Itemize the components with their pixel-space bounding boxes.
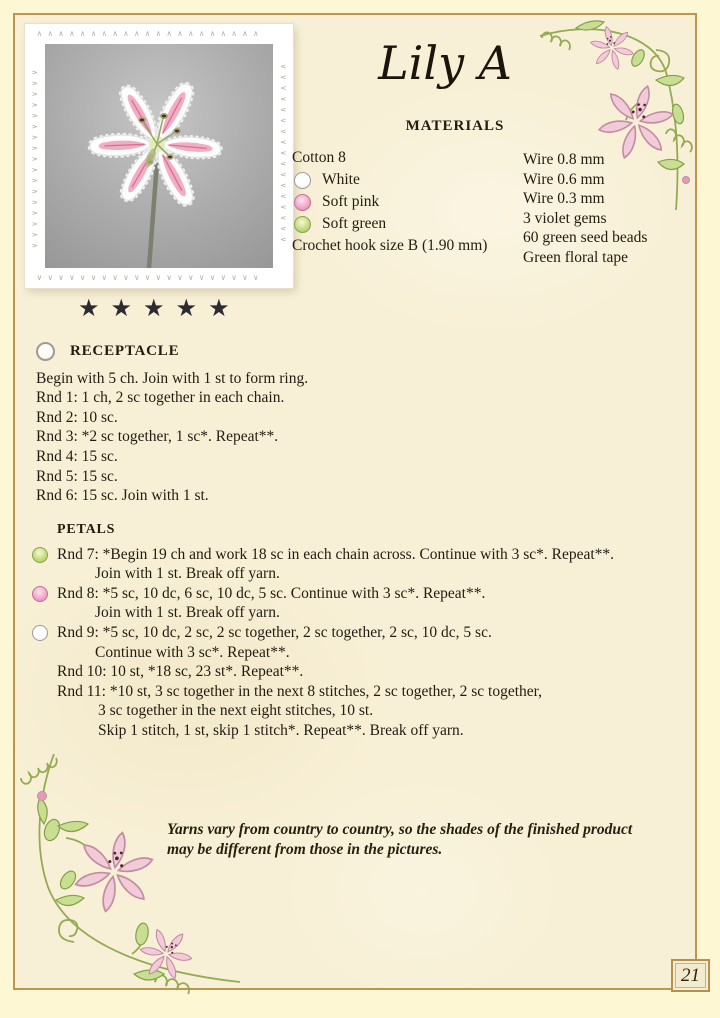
instruction-line: Rnd 4: 15 sc. — [36, 447, 118, 465]
star-icon: ★ — [208, 296, 230, 322]
petals-heading: PETALS — [57, 522, 116, 537]
instruction-line: Join with 1 st. Break off yarn. — [95, 604, 280, 622]
stitch-border-bottom: ∨∨∨∨∨∨∨∨∨∨∨∨∨∨∨∨∨∨∨∨∨ — [37, 273, 265, 282]
instruction-line — [32, 623, 707, 643]
yarn-color-label: Soft green — [322, 215, 387, 232]
yarn-color-row — [292, 191, 522, 213]
difficulty-star-rating — [78, 294, 241, 323]
lily-photo-frame — [25, 24, 293, 288]
yarn-color-row — [292, 169, 522, 191]
material-item: Wire 0.3 mm — [523, 190, 605, 208]
material-item: Green floral tape — [523, 248, 628, 266]
star-icon: ★ — [78, 296, 100, 322]
yarn-disclaimer-note: Yarns vary from country to country, so the shades of the finished product may be different from those in the pictures. — [167, 821, 633, 858]
materials-left-column — [292, 147, 522, 257]
material-item: Wire 0.8 mm — [523, 151, 605, 168]
yarn-color-row — [292, 213, 522, 235]
instruction-line: Rnd 2: 10 sc. — [36, 408, 118, 426]
yarn-dot-white-icon — [294, 172, 311, 189]
instruction-line: Rnd 3: *2 sc together, 1 sc*. Repeat**. — [36, 428, 279, 446]
instruction-line: 3 sc together in the next eight stitches, 10 st. — [98, 702, 374, 720]
star-icon: ★ — [175, 296, 198, 322]
instruction-line: Rnd 6: 15 sc. Join with 1 st. — [36, 487, 209, 505]
yarn-dot-white-icon — [32, 625, 48, 641]
material-item: Wire 0.6 mm — [523, 170, 605, 188]
instruction-line: Rnd 10: 10 st, *18 sc, 23 st*. Repeat**. — [57, 663, 304, 681]
instruction-line: Join with 1 st. Break off yarn. — [95, 565, 280, 583]
material-item: 60 green seed beads — [523, 229, 648, 247]
instruction-text: Rnd 7: *Begin 19 ch and work 18 sc in each chain across. Continue with 3 sc*. Repeat**. — [57, 545, 615, 563]
instruction-line: Begin with 5 ch. Join with 1 st to form ring. — [36, 369, 309, 387]
stitch-border-top: ∧∧∧∧∧∧∧∧∧∧∧∧∧∧∧∧∧∧∧∧∧ — [37, 29, 265, 38]
instruction-line: Rnd 5: 15 sc. — [36, 467, 118, 485]
page-number: 21 — [681, 964, 700, 986]
petals-section — [32, 520, 707, 741]
star-icon: ★ — [110, 296, 133, 322]
instruction-text: Rnd 9: *5 sc, 10 dc, 2 sc, 2 sc together, 2 sc together, 2 sc, 10 dc, 5 sc. — [57, 623, 492, 641]
page-title: Lily A — [378, 36, 512, 90]
hook-size: Crochet hook size B (1.90 mm) — [292, 237, 488, 254]
yarn-dot-soft-pink-icon — [294, 194, 311, 211]
yarn-dot-soft-green-icon — [294, 216, 311, 233]
receptacle-heading: RECEPTACLE — [70, 343, 180, 359]
yarn-dot-soft-green-icon — [32, 547, 48, 563]
lily-photo — [45, 44, 273, 268]
instruction-line: Rnd 11: *10 st, 3 sc together in the next 8 stitches, 2 sc together, 2 sc together, — [57, 682, 543, 700]
instruction-line: Rnd 1: 1 ch, 2 sc together in each chain. — [36, 389, 285, 407]
yarn-dot-white-icon — [36, 342, 55, 361]
receptacle-section — [36, 342, 676, 506]
star-icon: ★ — [143, 296, 165, 322]
page-number-box — [671, 959, 710, 992]
instruction-text: Rnd 8: *5 sc, 10 dc, 6 sc, 10 dc, 5 sc. Continue with 3 sc*. Repeat**. — [57, 584, 486, 602]
instruction-line: Skip 1 stitch, 1 st, skip 1 stitch*. Repeat**. Break off yarn. — [98, 721, 464, 739]
instruction-line — [32, 584, 707, 604]
material-item: 3 violet gems — [523, 209, 607, 227]
instruction-line — [32, 545, 707, 565]
floral-ornament-bottom-left-icon — [14, 752, 242, 1000]
yarn-dot-soft-pink-icon — [32, 586, 48, 602]
stitch-border-left: ∨∨∨∨∨∨∨∨∨∨∨∨∨∨∨∨∨ — [30, 64, 39, 248]
stitch-border-right: ∨∨∨∨∨∨∨∨∨∨∨∨∨∨∨∨∨ — [279, 64, 288, 248]
yarn-name: Cotton 8 — [292, 149, 346, 166]
materials-heading: MATERIALS — [405, 118, 505, 134]
instruction-line: Continue with 3 sc*. Repeat**. — [95, 643, 290, 661]
materials-right-column — [523, 150, 693, 268]
yarn-color-label: Soft pink — [322, 193, 380, 210]
yarn-color-label: White — [322, 171, 360, 188]
